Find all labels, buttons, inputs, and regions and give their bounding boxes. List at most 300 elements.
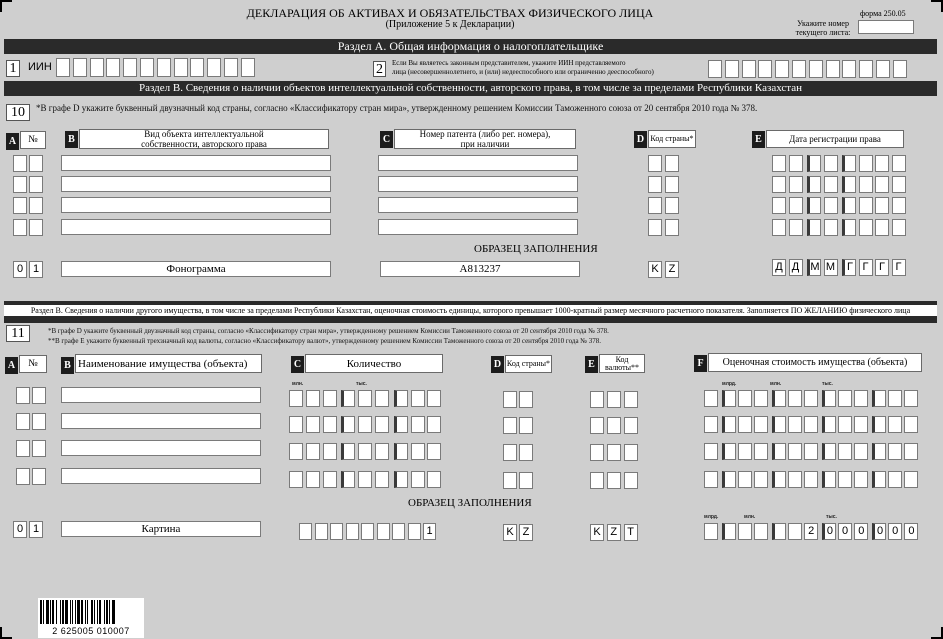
quantity-cell[interactable] xyxy=(358,390,372,407)
representative-iin-cell[interactable] xyxy=(742,60,756,78)
value-cell[interactable] xyxy=(888,416,902,433)
row-no-cell[interactable] xyxy=(16,468,30,485)
value-cell[interactable] xyxy=(822,443,836,460)
iin-label: ИИН xyxy=(28,61,52,73)
patent-number-input[interactable] xyxy=(378,219,578,235)
date-cell[interactable] xyxy=(807,155,821,172)
iin-cell[interactable] xyxy=(123,58,137,77)
date-cell[interactable] xyxy=(875,155,889,172)
representative-iin-cell[interactable] xyxy=(826,60,840,78)
country-code-cell[interactable] xyxy=(648,197,662,214)
representative-iin-cell[interactable] xyxy=(758,60,772,78)
representative-iin-cell[interactable] xyxy=(893,60,907,78)
sample-date-cell: М xyxy=(824,259,838,276)
date-cell[interactable] xyxy=(789,176,803,193)
section-b2-sample-title: ОБРАЗЕЦ ЗАПОЛНЕНИЯ xyxy=(408,497,532,509)
sample-value-cell: 0 xyxy=(904,523,918,540)
date-cell[interactable] xyxy=(859,155,873,172)
iin-cell[interactable] xyxy=(157,58,171,77)
barcode-bar xyxy=(97,600,98,624)
date-cell[interactable] xyxy=(824,176,838,193)
value-cell[interactable] xyxy=(704,471,718,488)
sample-currency-cell: Z xyxy=(607,524,621,541)
barcode-bar xyxy=(81,600,83,624)
value-cell[interactable] xyxy=(738,416,752,433)
value-cell[interactable] xyxy=(822,390,836,407)
country-code-cell[interactable] xyxy=(519,472,533,489)
representative-iin-cell[interactable] xyxy=(792,60,806,78)
date-cell[interactable] xyxy=(875,176,889,193)
date-cell[interactable] xyxy=(842,197,856,214)
row-no-cell[interactable] xyxy=(29,197,43,214)
currency-cell[interactable] xyxy=(590,417,604,434)
quantity-cell[interactable] xyxy=(323,471,337,488)
qty-unit-mln: млн. xyxy=(292,381,304,387)
quantity-cell[interactable] xyxy=(411,443,425,460)
patent-number-input[interactable] xyxy=(378,197,578,213)
col2-d-tag: D xyxy=(491,356,504,373)
col2-d-header: Код страны* xyxy=(505,355,552,373)
date-cell[interactable] xyxy=(772,176,786,193)
property-name-input[interactable] xyxy=(61,387,261,403)
date-cell[interactable] xyxy=(789,197,803,214)
form-title: ДЕКЛАРАЦИЯ ОБ АКТИВАХ И ОБЯЗАТЕЛЬСТВАХ ФИЗИЧЕСКОГО ЛИЦА xyxy=(246,6,654,20)
value-cell[interactable] xyxy=(704,416,718,433)
barcode-bar xyxy=(50,600,51,624)
row-no-cell[interactable] xyxy=(13,219,27,236)
col-a-header: № xyxy=(20,131,46,149)
sample-no-cell: 0 xyxy=(13,521,27,538)
value-cell[interactable] xyxy=(788,416,802,433)
value-cell[interactable] xyxy=(838,416,852,433)
currency-cell[interactable] xyxy=(624,444,638,461)
quantity-cell[interactable] xyxy=(323,390,337,407)
value-cell[interactable] xyxy=(904,416,918,433)
barcode-bar xyxy=(109,600,110,624)
iin-cell[interactable] xyxy=(90,58,104,77)
date-cell[interactable] xyxy=(859,197,873,214)
value-unit-mln: млн. xyxy=(770,381,782,387)
country-code-cell[interactable] xyxy=(665,219,679,236)
property-name-input[interactable] xyxy=(61,440,261,456)
row-no-cell[interactable] xyxy=(32,413,46,430)
date-cell[interactable] xyxy=(842,219,856,236)
quantity-cell[interactable] xyxy=(341,416,355,433)
row-no-cell[interactable] xyxy=(32,387,46,404)
value-cell[interactable] xyxy=(904,443,918,460)
sample-qty-cell xyxy=(392,523,405,540)
country-code-cell[interactable] xyxy=(519,444,533,461)
col2-a-tag: A xyxy=(5,357,18,374)
country-code-cell[interactable] xyxy=(665,155,679,172)
sample-property-field[interactable]: Картина xyxy=(61,521,261,537)
sheet-prompt-line2: текущего листа: xyxy=(795,28,851,37)
col2-c-tag: C xyxy=(291,356,304,373)
value-cell[interactable] xyxy=(872,443,886,460)
iin-cell[interactable] xyxy=(56,58,70,77)
col-d-header: Код страны* xyxy=(648,130,696,148)
row-no-cell[interactable] xyxy=(29,176,43,193)
row-no-cell[interactable] xyxy=(13,155,27,172)
col2-a-header: № xyxy=(19,355,47,373)
object-type-input[interactable] xyxy=(61,197,331,213)
barcode-bar xyxy=(91,600,93,624)
object-type-input[interactable] xyxy=(61,219,331,235)
quantity-cell[interactable] xyxy=(289,471,303,488)
col2-e-header xyxy=(599,354,645,373)
sample-value-cell: 0 xyxy=(888,523,902,540)
date-cell[interactable] xyxy=(807,176,821,193)
country-code-cell[interactable] xyxy=(503,391,517,408)
section-a-title: Раздел А. Общая информация о налогоплательщике xyxy=(4,39,937,54)
form-subtitle: (Приложение 5 к Декларации) xyxy=(385,19,515,30)
date-cell[interactable] xyxy=(859,176,873,193)
sample-qty-cell xyxy=(361,523,374,540)
corner-mark-br xyxy=(931,627,943,639)
quantity-cell[interactable] xyxy=(411,471,425,488)
value-unit-mlrd: млрд. xyxy=(722,381,737,387)
quantity-cell[interactable] xyxy=(375,390,389,407)
value-cell[interactable] xyxy=(854,443,868,460)
sample-date-cell: Г xyxy=(859,259,873,276)
date-cell[interactable] xyxy=(875,219,889,236)
currency-cell[interactable] xyxy=(607,472,621,489)
currency-cell[interactable] xyxy=(590,444,604,461)
sample-unit-mlrd: млрд. xyxy=(704,514,719,520)
barcode-bar xyxy=(60,600,61,624)
date-cell[interactable] xyxy=(892,197,906,214)
row-no-cell[interactable] xyxy=(32,468,46,485)
value-cell[interactable] xyxy=(722,471,736,488)
sample-unit-mln: млн. xyxy=(744,514,756,520)
iin-cell[interactable] xyxy=(140,58,154,77)
quantity-cell[interactable] xyxy=(394,390,408,407)
col-e-tag: E xyxy=(752,131,765,148)
value-cell[interactable] xyxy=(722,443,736,460)
value-cell[interactable] xyxy=(754,443,768,460)
iin-cell[interactable] xyxy=(106,58,120,77)
date-cell[interactable] xyxy=(824,219,838,236)
representative-iin-cell[interactable] xyxy=(859,60,873,78)
sample-value-cell: 0 xyxy=(822,523,836,540)
date-cell[interactable] xyxy=(772,219,786,236)
quantity-cell[interactable] xyxy=(323,443,337,460)
quantity-cell[interactable] xyxy=(411,390,425,407)
value-cell[interactable] xyxy=(872,416,886,433)
row-no-cell[interactable] xyxy=(32,440,46,457)
value-cell[interactable] xyxy=(788,471,802,488)
value-cell[interactable] xyxy=(704,390,718,407)
value-cell[interactable] xyxy=(854,390,868,407)
sample-date-cell: Д xyxy=(772,259,786,276)
representative-iin-cell[interactable] xyxy=(725,60,739,78)
sample-date-cell: Д xyxy=(789,259,803,276)
date-cell[interactable] xyxy=(772,197,786,214)
value-cell[interactable] xyxy=(754,471,768,488)
corner-mark-tl xyxy=(0,0,12,12)
sample-date-cell: Г xyxy=(842,259,856,276)
value-cell[interactable] xyxy=(754,390,768,407)
row-no-cell[interactable] xyxy=(29,155,43,172)
sample-qty-cell xyxy=(408,523,421,540)
date-cell[interactable] xyxy=(875,197,889,214)
sheet-prompt xyxy=(788,19,858,37)
row-no-cell[interactable] xyxy=(13,176,27,193)
currency-cell[interactable] xyxy=(607,444,621,461)
barcode-bar xyxy=(77,600,80,624)
date-cell[interactable] xyxy=(807,197,821,214)
section-b2-note2: **В графе Е укажите буквенный трехзначный код валюты, согласно «Классификатору валют», утвержденному решением Комиссии Таможенного союза от 20 сентября 2010 года № 378. xyxy=(48,337,601,345)
col-b-header xyxy=(79,129,329,149)
barcode-bar xyxy=(112,600,115,624)
field-2-number: 2 xyxy=(373,61,386,77)
barcode-bar xyxy=(94,600,95,624)
sample-country-cell: K xyxy=(648,261,662,278)
quantity-cell[interactable] xyxy=(358,471,372,488)
value-cell[interactable] xyxy=(722,390,736,407)
sheet-number-input[interactable] xyxy=(858,20,914,34)
value-cell[interactable] xyxy=(754,416,768,433)
quantity-cell[interactable] xyxy=(394,416,408,433)
qty-unit-tys: тыс. xyxy=(356,381,367,387)
object-type-input[interactable] xyxy=(61,155,331,171)
corner-mark-bl xyxy=(0,627,12,639)
sample-country-cell: Z xyxy=(665,261,679,278)
iin-cell[interactable] xyxy=(174,58,188,77)
quantity-cell[interactable] xyxy=(358,416,372,433)
value-cell[interactable] xyxy=(772,443,786,460)
value-cell[interactable] xyxy=(838,390,852,407)
value-cell[interactable] xyxy=(838,471,852,488)
sample-no-cell: 1 xyxy=(29,261,43,278)
col2-c-header: Количество xyxy=(305,354,443,373)
sample-qty-cell: 1 xyxy=(423,523,436,540)
value-cell[interactable] xyxy=(872,471,886,488)
currency-cell[interactable] xyxy=(607,391,621,408)
quantity-cell[interactable] xyxy=(394,443,408,460)
value-cell[interactable] xyxy=(804,443,818,460)
date-cell[interactable] xyxy=(789,219,803,236)
patent-number-input[interactable] xyxy=(378,176,578,192)
col2-f-tag: F xyxy=(694,355,707,372)
col2-b-tag: B xyxy=(61,357,74,374)
sample-currency-cell: T xyxy=(624,524,638,541)
quantity-cell[interactable] xyxy=(289,443,303,460)
col-d-tag: D xyxy=(634,131,647,148)
representative-iin-cell[interactable] xyxy=(775,60,789,78)
value-cell[interactable] xyxy=(804,390,818,407)
date-cell[interactable] xyxy=(824,155,838,172)
value-cell[interactable] xyxy=(788,443,802,460)
barcode-bar xyxy=(85,600,86,624)
sample-qty-cell xyxy=(346,523,359,540)
corner-mark-tr xyxy=(931,0,943,12)
col2-f-header: Оценочная стоимость имущества (объекта) xyxy=(708,353,922,372)
sample-patent-field[interactable]: A813237 xyxy=(380,261,580,277)
value-cell[interactable] xyxy=(888,390,902,407)
currency-cell[interactable] xyxy=(590,391,604,408)
date-cell[interactable] xyxy=(892,176,906,193)
country-code-cell[interactable] xyxy=(648,219,662,236)
value-cell[interactable] xyxy=(838,443,852,460)
patent-number-input[interactable] xyxy=(378,155,578,171)
sample-qty-cell xyxy=(299,523,312,540)
value-cell[interactable] xyxy=(904,471,918,488)
value-cell[interactable] xyxy=(738,443,752,460)
representative-iin-cell[interactable] xyxy=(809,60,823,78)
row-no-cell[interactable] xyxy=(16,440,30,457)
iin-cell[interactable] xyxy=(207,58,221,77)
sample-unit-tys: тыс. xyxy=(826,514,837,520)
quantity-cell[interactable] xyxy=(306,390,320,407)
representative-text-line2: лица (несовершеннолетнего, и (или) недееспособного или ограниченно дееспособного) xyxy=(392,68,654,76)
sample-value-cell xyxy=(738,523,752,540)
quantity-cell[interactable] xyxy=(427,416,441,433)
currency-cell[interactable] xyxy=(624,417,638,434)
quantity-cell[interactable] xyxy=(375,416,389,433)
quantity-cell[interactable] xyxy=(341,471,355,488)
country-code-cell[interactable] xyxy=(648,155,662,172)
date-cell[interactable] xyxy=(859,219,873,236)
value-cell[interactable] xyxy=(888,471,902,488)
sample-country-cell: K xyxy=(503,524,517,541)
property-name-input[interactable] xyxy=(61,413,261,429)
quantity-cell[interactable] xyxy=(427,443,441,460)
sample-object-field[interactable]: Фонограмма xyxy=(61,261,331,277)
quantity-cell[interactable] xyxy=(341,443,355,460)
country-code-cell[interactable] xyxy=(648,176,662,193)
date-cell[interactable] xyxy=(892,155,906,172)
quantity-cell[interactable] xyxy=(306,471,320,488)
section-b1-sample-title: ОБРАЗЕЦ ЗАПОЛНЕНИЯ xyxy=(474,243,598,255)
quantity-cell[interactable] xyxy=(306,443,320,460)
quantity-cell[interactable] xyxy=(411,416,425,433)
value-cell[interactable] xyxy=(738,471,752,488)
representative-iin-cell[interactable] xyxy=(876,60,890,78)
country-code-cell[interactable] xyxy=(503,417,517,434)
iin-cell[interactable] xyxy=(241,58,255,77)
section-b2-title: Раздел В. Сведения о наличии другого имущества, в том числе за пределами Республики Казахстан, оценочная стоимость единицы, которого превышает 1000-кратный размер месячного расчетного показателя. Заполняется ПО ЖЕЛАНИЮ физического лица xyxy=(4,305,937,316)
quantity-cell[interactable] xyxy=(306,416,320,433)
col-b-header-line2: собственности, авторского права xyxy=(141,139,267,149)
date-cell[interactable] xyxy=(789,155,803,172)
country-code-cell[interactable] xyxy=(665,197,679,214)
date-cell[interactable] xyxy=(824,197,838,214)
property-name-input[interactable] xyxy=(61,468,261,484)
sample-date-cell: Г xyxy=(892,259,906,276)
value-cell[interactable] xyxy=(822,471,836,488)
value-cell[interactable] xyxy=(804,416,818,433)
value-cell[interactable] xyxy=(888,443,902,460)
value-cell[interactable] xyxy=(904,390,918,407)
barcode-bar xyxy=(87,600,88,624)
row-no-cell[interactable] xyxy=(29,219,43,236)
currency-cell[interactable] xyxy=(624,391,638,408)
sheet-prompt-line1: Укажите номер xyxy=(797,19,849,28)
country-code-cell[interactable] xyxy=(503,472,517,489)
form-code: форма 250.05 xyxy=(860,9,906,18)
country-code-cell[interactable] xyxy=(503,444,517,461)
barcode-bar xyxy=(40,600,42,624)
quantity-cell[interactable] xyxy=(427,471,441,488)
col-b-header-line1: Вид объекта интеллектуальной xyxy=(144,129,264,139)
sample-value-cell xyxy=(788,523,802,540)
barcode-bar xyxy=(106,600,108,624)
row-no-cell[interactable] xyxy=(16,387,30,404)
value-cell[interactable] xyxy=(722,416,736,433)
quantity-cell[interactable] xyxy=(394,471,408,488)
country-code-cell[interactable] xyxy=(665,176,679,193)
quantity-cell[interactable] xyxy=(323,416,337,433)
value-cell[interactable] xyxy=(772,471,786,488)
currency-cell[interactable] xyxy=(624,472,638,489)
quantity-cell[interactable] xyxy=(427,390,441,407)
barcode-bar xyxy=(70,600,71,624)
value-cell[interactable] xyxy=(738,390,752,407)
date-cell[interactable] xyxy=(842,155,856,172)
date-cell[interactable] xyxy=(772,155,786,172)
sample-currency-cell: K xyxy=(590,524,604,541)
representative-iin-cell[interactable] xyxy=(708,60,722,78)
value-cell[interactable] xyxy=(872,390,886,407)
col2-e-header-line1: Код xyxy=(615,354,629,364)
value-cell[interactable] xyxy=(822,416,836,433)
iin-cell[interactable] xyxy=(190,58,204,77)
iin-cell[interactable] xyxy=(73,58,87,77)
col-c-header xyxy=(394,129,576,149)
barcode-bar xyxy=(52,600,54,624)
quantity-cell[interactable] xyxy=(375,471,389,488)
col2-b-header: Наименование имущества (объекта) xyxy=(75,354,262,373)
sample-qty-cell xyxy=(315,523,328,540)
value-cell[interactable] xyxy=(704,443,718,460)
date-cell[interactable] xyxy=(892,219,906,236)
value-cell[interactable] xyxy=(804,471,818,488)
object-type-input[interactable] xyxy=(61,176,331,192)
col-b-tag: B xyxy=(65,131,78,148)
row-no-cell[interactable] xyxy=(13,197,27,214)
representative-iin-cell[interactable] xyxy=(842,60,856,78)
barcode-bar xyxy=(56,600,57,624)
value-cell[interactable] xyxy=(788,390,802,407)
value-cell[interactable] xyxy=(854,416,868,433)
quantity-cell[interactable] xyxy=(289,416,303,433)
value-cell[interactable] xyxy=(854,471,868,488)
field-11-number: 11 xyxy=(6,325,30,342)
country-code-cell[interactable] xyxy=(519,417,533,434)
row-no-cell[interactable] xyxy=(16,413,30,430)
date-cell[interactable] xyxy=(842,176,856,193)
barcode-bar xyxy=(99,600,101,624)
col2-e-tag: E xyxy=(585,356,598,373)
quantity-cell[interactable] xyxy=(358,443,372,460)
date-cell[interactable] xyxy=(807,219,821,236)
currency-cell[interactable] xyxy=(607,417,621,434)
country-code-cell[interactable] xyxy=(519,391,533,408)
value-cell[interactable] xyxy=(772,390,786,407)
sample-value-cell: 0 xyxy=(854,523,868,540)
quantity-cell[interactable] xyxy=(341,390,355,407)
quantity-cell[interactable] xyxy=(375,443,389,460)
quantity-cell[interactable] xyxy=(289,390,303,407)
value-cell[interactable] xyxy=(772,416,786,433)
representative-text-line1: Если Вы являетесь законным представителем, укажите ИИН представляемого xyxy=(392,59,626,67)
iin-cell[interactable] xyxy=(224,58,238,77)
sample-value-cell: 2 xyxy=(804,523,818,540)
col-c-header-line1: Номер патента (либо рег. номера), xyxy=(419,129,551,139)
currency-cell[interactable] xyxy=(590,472,604,489)
barcode-bar xyxy=(75,600,76,624)
